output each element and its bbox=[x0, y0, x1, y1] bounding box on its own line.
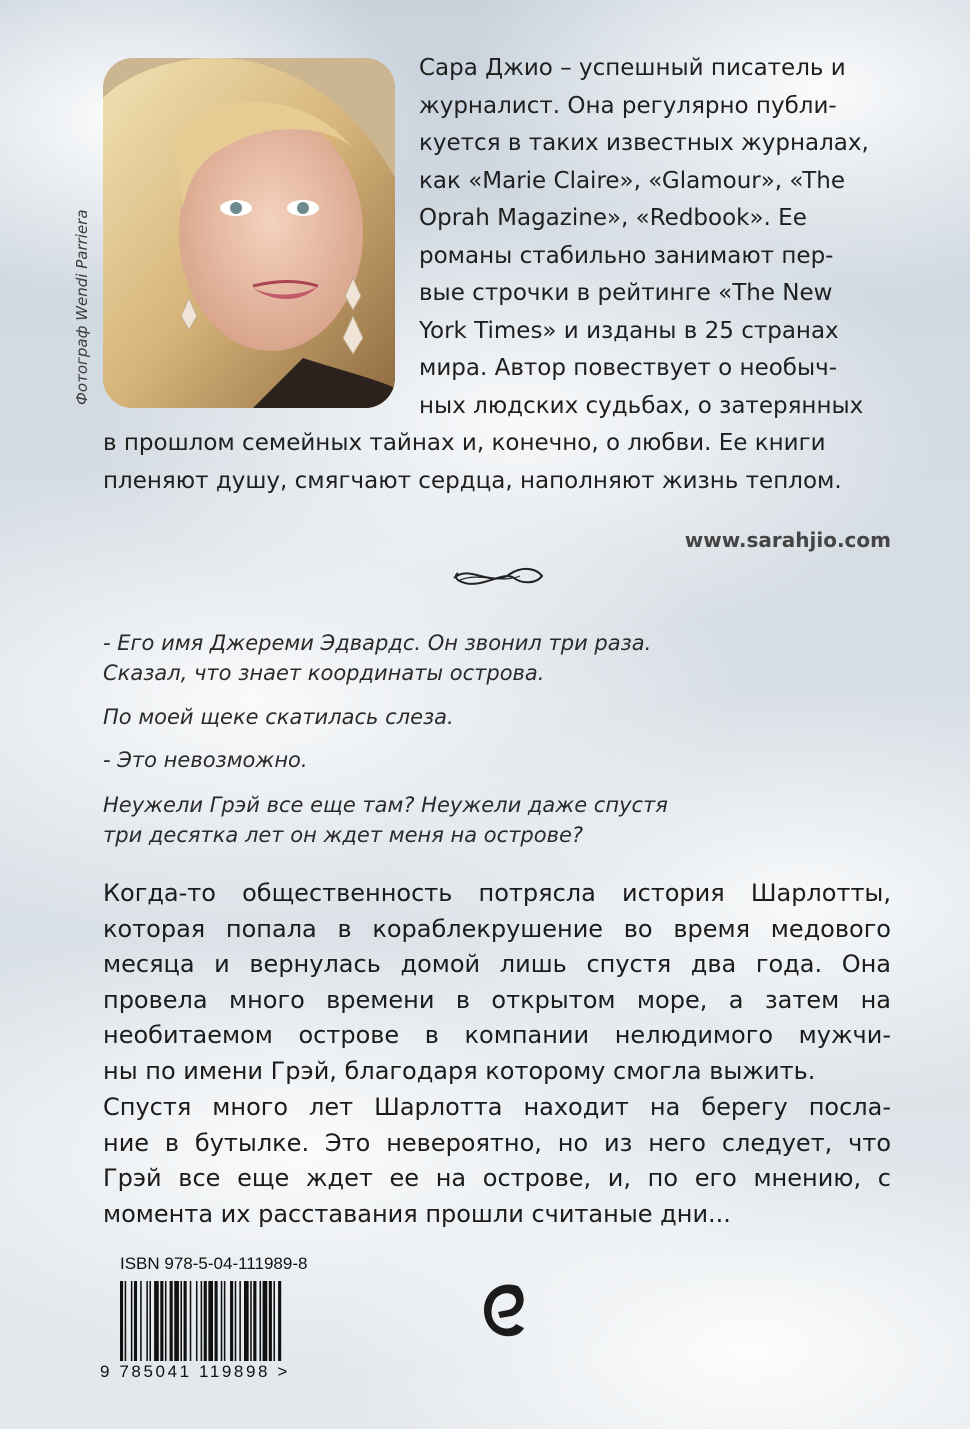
barcode-bar bbox=[120, 1281, 123, 1361]
synopsis-line: Спустя много лет Шарлотта находит на берегу посла- bbox=[103, 1093, 891, 1121]
bio-line: пленяют душу, смягчают сердца, наполняют жизнь теплом. bbox=[103, 467, 842, 494]
barcode-bar bbox=[184, 1281, 187, 1361]
bio-line: куется в таких известных журналах, bbox=[419, 130, 869, 156]
bio-line: как «Marie Claire», «Glamour», «The bbox=[419, 167, 846, 194]
author-bio bbox=[103, 50, 891, 500]
barcode-bar bbox=[201, 1281, 203, 1361]
bio-line: мира. Автор повествует о необыч- bbox=[419, 355, 838, 381]
barcode-bar bbox=[278, 1281, 281, 1361]
barcode-bar bbox=[125, 1281, 127, 1361]
quote-line: - Его имя Джереми Эдвардс. Он звонил три раза. bbox=[103, 631, 652, 655]
barcode-bar bbox=[160, 1281, 163, 1361]
bio-line: в прошлом семейных тайнах и, конечно, о любви. Ее книги bbox=[103, 430, 826, 456]
barcode-bar bbox=[180, 1281, 182, 1361]
barcode-digits: 9 785041 119898 > bbox=[100, 1362, 290, 1381]
synopsis-line: ние в бутылке. Это невероятно, но из него следует, что bbox=[103, 1128, 891, 1157]
synopsis-paragraph bbox=[103, 876, 891, 1089]
barcode-bar bbox=[253, 1281, 256, 1361]
barcode-bar bbox=[260, 1281, 262, 1361]
photo-credit: Фотограф Wendi Parriera bbox=[73, 209, 91, 405]
quote-block bbox=[103, 745, 783, 775]
barcode-bar bbox=[154, 1281, 159, 1361]
barcode-bar bbox=[190, 1281, 192, 1361]
quote-line: три десятка лет он ждет меня на острове? bbox=[103, 823, 584, 847]
barcode-bar bbox=[134, 1281, 137, 1361]
barcode-bar bbox=[230, 1281, 233, 1361]
bio-line: ных людских судьбах, о затерянных bbox=[419, 392, 864, 419]
synopsis-line: которая попала в кораблекрушение во время медового bbox=[103, 914, 891, 943]
synopsis-line: ны по имени Грэй, благодаря которому смогла выжить. bbox=[103, 1056, 816, 1085]
barcode-bar bbox=[235, 1281, 237, 1361]
synopsis-line: момента их расставания прошли считаные дни... bbox=[103, 1199, 731, 1228]
author-website: www.sarahjio.com bbox=[684, 528, 891, 552]
quote-line: - Это невозможно. bbox=[103, 748, 308, 772]
barcode-bar bbox=[165, 1281, 167, 1361]
barcode-bar bbox=[208, 1281, 213, 1361]
synopsis-line: месяца и вернулась домой лишь спустя два года. Она bbox=[103, 950, 891, 978]
barcode-bar bbox=[131, 1281, 133, 1361]
barcode-bar bbox=[204, 1281, 207, 1361]
quote-line: Неужели Грэй все еще там? Неужели даже спустя bbox=[103, 793, 668, 817]
barcode-bar bbox=[239, 1281, 241, 1361]
flourish-ornament bbox=[450, 558, 546, 594]
barcode-bar bbox=[146, 1281, 148, 1361]
bio-line: Сара Джио – успешный писатель и bbox=[419, 55, 846, 81]
quote-line: По моей щеке скатилась слеза. bbox=[103, 705, 454, 729]
isbn-label: ISBN 978-5-04-111989-8 bbox=[120, 1254, 308, 1273]
barcode-bar bbox=[215, 1281, 218, 1361]
barcode-bar bbox=[196, 1281, 198, 1361]
bio-line: романы стабильно занимают пер- bbox=[419, 242, 834, 269]
quote-block bbox=[103, 628, 783, 688]
synopsis-paragraph bbox=[103, 1090, 891, 1232]
quote-block bbox=[103, 790, 783, 850]
barcode-bar bbox=[170, 1281, 173, 1361]
barcode-bar bbox=[250, 1281, 252, 1361]
bio-line: Oprah Magazine», «Redbook». Ее bbox=[419, 205, 807, 231]
barcode-bar bbox=[273, 1281, 275, 1361]
barcode-bar bbox=[140, 1281, 142, 1361]
barcode-bar bbox=[221, 1281, 223, 1361]
barcode-bar bbox=[269, 1281, 272, 1361]
synopsis-line: провела много времени в открытом море, а затем на bbox=[103, 985, 891, 1014]
quote-line: Сказал, что знает координаты острова. bbox=[103, 661, 545, 685]
publisher-logo-icon bbox=[478, 1276, 528, 1348]
synopsis-line: Грэй все еще ждет ее на острове, и, по его мнению, с bbox=[103, 1164, 891, 1192]
barcode-bar bbox=[244, 1281, 249, 1361]
bio-line: York Times» и изданы в 25 странах bbox=[419, 317, 839, 344]
synopsis-line: Когда-то общественность потрясла история Шарлотты, bbox=[103, 879, 891, 907]
bio-line: вые строчки в рейтинге «The New bbox=[419, 280, 833, 306]
barcode-bar bbox=[224, 1281, 226, 1361]
barcode-bar bbox=[263, 1281, 268, 1361]
quote-block bbox=[103, 702, 783, 732]
bio-line: журналист. Она регулярно публи- bbox=[419, 92, 837, 119]
synopsis-line: необитаемом острове в компании нелюдимого мужчи- bbox=[103, 1021, 891, 1049]
barcode bbox=[120, 1281, 350, 1361]
barcode-bar bbox=[174, 1281, 179, 1361]
barcode-bar bbox=[149, 1281, 151, 1361]
